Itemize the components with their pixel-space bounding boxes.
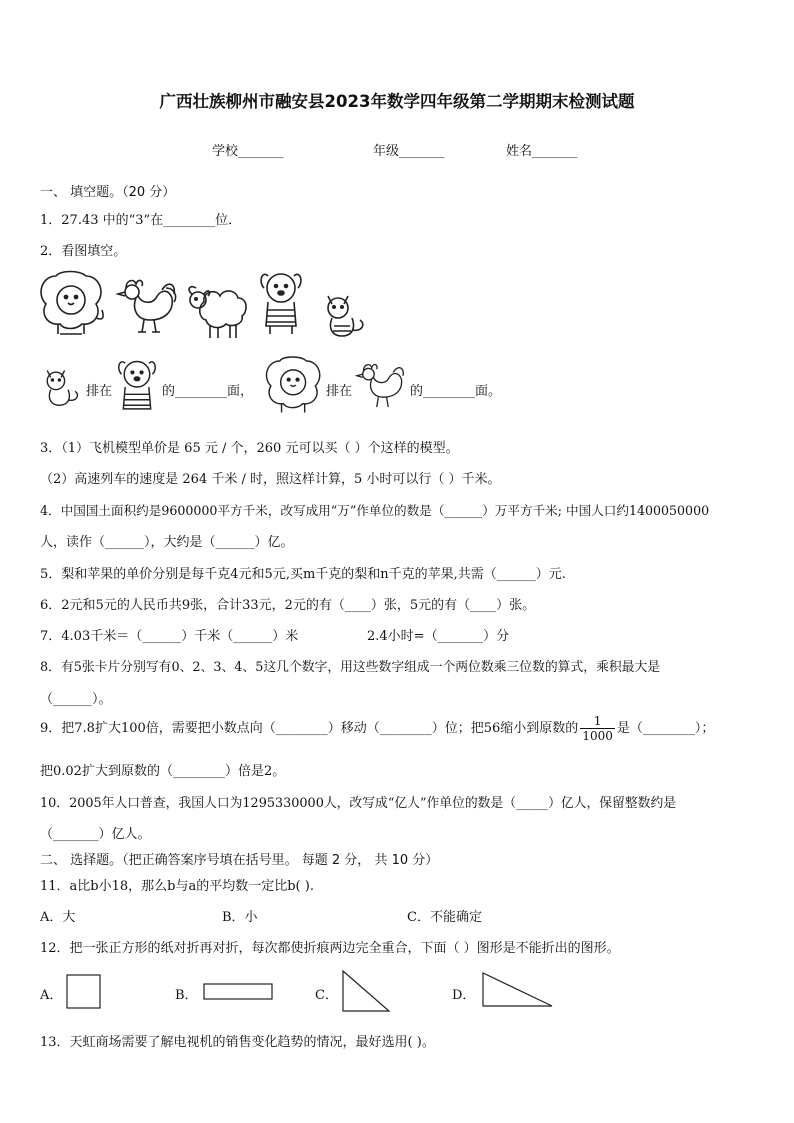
shape-option-c-label: C．: [315, 988, 338, 1003]
rooster-icon: [112, 274, 180, 334]
question-10-line-1: 10．2005年人口普查，我国人口为1295330000人，改写成“亿人”作单位的数是（_____）亿人，保留整数约是: [40, 796, 677, 811]
question-8-line-1: 8．有5张卡片分别写有0、2、3、4、5这几个数字，用这些数字组成一个两位数乘三位数的算式，乘积最大是: [40, 660, 661, 675]
cat-icon: [322, 290, 368, 340]
fill-text-3: 排在: [326, 384, 353, 399]
question-5: 5．梨和苹果的单价分别是每千克4元和5元,买m千克的梨和n千克的苹果,共需（______）元.: [40, 567, 566, 582]
question-4-line-2: 人，读作（______），大约是（______）亿。: [40, 535, 294, 550]
page-title: 广西壮族柳州市融安县2023年数学四年级第二学期期末检测试题: [159, 92, 635, 111]
question-9-line-1: [40, 714, 714, 743]
option-a: A．大: [40, 910, 76, 925]
fill-text-1: 排在: [86, 384, 113, 399]
option-b: B．小: [222, 910, 258, 925]
option-c: C．不能确定: [407, 910, 482, 925]
question-3-part-1: 3．（1）飞机模型单价是 65 元 / 个，260 元可以买（ ）个这样的模型。: [40, 441, 459, 456]
question-13: 13．天虹商场需要了解电视机的销售变化趋势的情况，最好选用( )。: [40, 1035, 435, 1050]
shape-option-b-label: B．: [175, 988, 198, 1003]
lion-icon: [36, 270, 108, 336]
fraction-numerator: 1: [580, 714, 615, 729]
shape-option-d-label: D．: [452, 988, 476, 1003]
question-7-part-1: 7．4.03千米＝（______）千米（______）米: [40, 629, 299, 644]
right-triangle-shape: [480, 970, 556, 1010]
question-10-line-2: （_______）亿人。: [40, 827, 151, 842]
square-shape: [66, 974, 102, 1010]
dog-icon: [258, 268, 304, 336]
question-4-line-1: 4．中国国土面积约是9600000平方千米，改写成用“万”作单位的数是（______）万平方千米; 中国人口约1400050000: [40, 503, 710, 518]
grade-field: 年级_______: [373, 144, 445, 159]
lion-icon: [262, 354, 326, 416]
fraction-denominator: 1000: [582, 729, 613, 743]
sheep-icon: [186, 282, 252, 340]
dog-icon: [116, 356, 158, 418]
section-multiple-choice: 二、 选择题。（把正确答案序号填在括号里。 每题 2 分， 共 10 分）: [40, 853, 439, 868]
school-field: 学校_______: [212, 144, 284, 159]
question-3-part-2: （2）高速列车的速度是 264 千米 / 时，照这样计算，5 小时可以行（ ）千米。: [40, 472, 501, 487]
question-6: 6．2元和5元的人民币共9张，合计33元，2元的有（____）张，5元的有（____）张。: [40, 598, 536, 613]
question-8-line-2: （______）。: [40, 692, 112, 707]
shape-option-a-label: A．: [40, 988, 63, 1003]
rooster-icon: [352, 356, 408, 412]
question-7-part-2: 2.4小时=（_______）分: [367, 629, 510, 644]
question-12: 12．把一张正方形的纸对折再对折，每次都使折痕两边完全重合，下面（ ）图形是不能折出的图形。: [40, 941, 620, 956]
fill-text-4: 的________面。: [410, 384, 502, 399]
isosceles-right-triangle-shape: [340, 968, 394, 1014]
section-fill-in: 一、 填空题。（20 分）: [40, 185, 176, 200]
name-field: 姓名_______: [506, 144, 578, 159]
question-11: 11．a比b小18，那么b与a的平均数一定比b( ).: [40, 879, 314, 894]
question-9-line-2: 把0.02扩大到原数的（________）倍是2。: [40, 764, 286, 779]
question-2: 2．看图填空。: [40, 244, 127, 259]
question-9-text-b: 是（________）；: [616, 721, 715, 736]
fraction: [580, 714, 615, 743]
fill-text-2: 的________面，: [162, 384, 254, 399]
question-1: 1．27.43 中的“3”在________位．: [40, 213, 242, 228]
rectangle-shape: [203, 983, 275, 1001]
question-9-text-a: 9．把7.8扩大100倍，需要把小数点向（________）移动（________）位；把56缩小到原数的: [40, 721, 579, 736]
cat-icon: [42, 364, 82, 410]
